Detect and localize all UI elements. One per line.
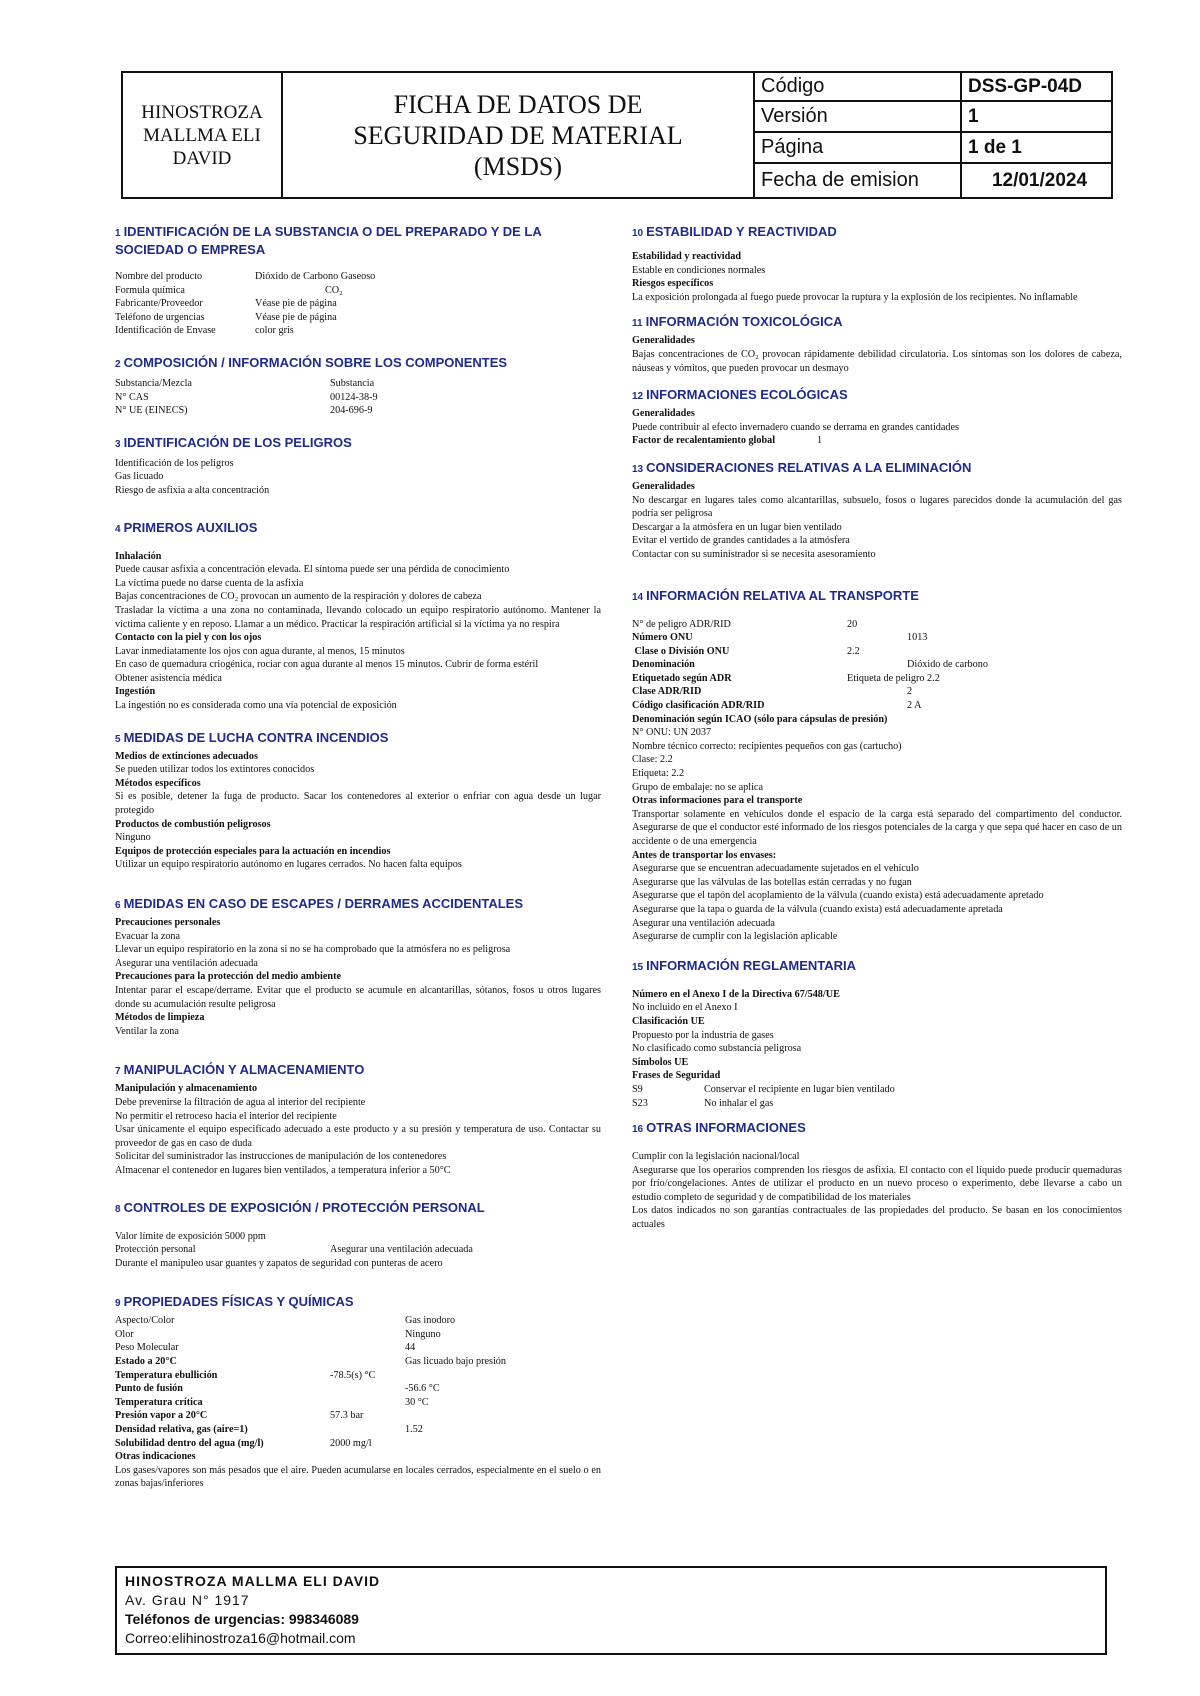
text-line: Los gases/vapores son más pesados que el aire. Pueden acumularse en locales cerrados, especialmente en el suelo o en zonas bajas/inferiores — [115, 1464, 601, 1490]
section-title: 9 PROPIEDADES FÍSICAS Y QUÍMICAS — [115, 1294, 354, 1310]
subheading: Equipos de protección especiales para la actuación en incendios — [115, 845, 391, 857]
document-header — [121, 71, 1113, 199]
section-14 — [632, 588, 1122, 944]
text-line: Almacenar el contenedor en lugares bien ventilados, a temperatura inferior a 50°C — [115, 1164, 451, 1176]
text-line: Gas licuado — [115, 471, 164, 483]
text-line: Ninguno — [115, 832, 151, 844]
field-row: Peso Molecular 44 — [115, 1342, 416, 1354]
text-line: Solicitar del suministrador las instrucciones de manipulación de los contenedores — [115, 1151, 447, 1163]
subheading: Inhalación — [115, 550, 162, 562]
text-line: La víctima puede no darse cuenta de la asfixia — [115, 577, 304, 589]
meta-value: 1 de 1 — [968, 136, 1022, 158]
field-row: Densidad relativa, gas (aire=1) 1.52 — [115, 1424, 423, 1436]
field-row: Factor de recalentamiento global 1 — [632, 435, 823, 447]
footer-company: HINOSTROZA MALLMA ELI DAVID — [125, 1573, 381, 1589]
text-line: Transportar solamente en vehículos donde el espacio de la carga está separado del compartimento del conductor. Asegurarse de que el conductor esté informado de los riesgos potenciales de la carga y que sepa qué hacer en caso de un accidente o de una emergencia — [632, 808, 1122, 847]
subheading: Contacto con la piel y con los ojos — [115, 632, 262, 644]
text-line: Asegurarse que se encuentran adecuadamente sujetados en el vehículo — [632, 863, 919, 875]
subheading: Métodos específicos — [115, 777, 201, 789]
text-line: Asegurarse de cumplir con la legislación aplicable — [632, 931, 838, 943]
text-line: Contactar con su suministrador si se necesita asesoramiento — [632, 548, 876, 560]
title-line: SEGURIDAD DE MATERIAL — [353, 120, 683, 150]
subheading: Estabilidad y reactividad — [632, 251, 742, 262]
meta-row-code — [755, 73, 1111, 102]
field-row: Teléfono de urgencias Véase pie de página — [115, 311, 337, 323]
section-8 — [115, 1200, 601, 1271]
text-line: Identificación de los peligros — [115, 457, 234, 469]
text-line: Evitar el vertido de grandes cantidades a la atmósfera — [632, 535, 850, 547]
field-row: S9 Conservar el recipiente en lugar bien ventilado — [632, 1083, 895, 1095]
subheading: Manipulación y almacenamiento — [115, 1083, 258, 1095]
text-line: Grupo de embalaje: no se aplica — [632, 781, 763, 793]
section-title: 15 INFORMACIÓN REGLAMENTARIA — [632, 957, 857, 973]
text-line: Utilizar un equipo respiratorio autónomo en lugares cerrados. No hacen falta equipos — [115, 859, 462, 871]
subheading: Riesgos específicos — [632, 278, 714, 290]
title-line: (MSDS) — [473, 151, 563, 181]
section-title: 8 CONTROLES DE EXPOSICIÓN / PROTECCIÓN PERSONAL — [115, 1199, 485, 1215]
field-row: Temperatura ebullición -78.5(s) °C — [115, 1369, 376, 1381]
section-title: 6 MEDIDAS EN CASO DE ESCAPES / DERRAMES ACCIDENTALES — [115, 896, 523, 911]
section-title: 5 MEDIDAS DE LUCHA CONTRA INCENDIOS — [115, 729, 389, 745]
field-row: Formula química CO₂ — [115, 284, 343, 296]
field-row: Fabricante/Proveedor Véase pie de página — [115, 298, 337, 310]
subheading: Generalidades — [632, 408, 695, 420]
meta-label: Página — [755, 133, 962, 162]
meta-row-version — [755, 102, 1111, 133]
section-12 — [632, 387, 1122, 448]
text-line: Asegurar una ventilación adecuada — [632, 917, 775, 929]
text-line: Asegurarse que las válvulas de las botellas están cerradas y no fugan — [632, 876, 912, 888]
subheading: Clasificación UE — [632, 1015, 705, 1027]
section-6 — [115, 896, 601, 1038]
text-line: Lavar inmediatamente los ojos con agua durante, al menos, 15 minutos — [115, 645, 405, 657]
title-line: FICHA DE DATOS DE — [393, 89, 643, 119]
subheading: Frases de Seguridad — [632, 1070, 721, 1082]
section-title: 4 PRIMEROS AUXILIOS — [115, 519, 258, 535]
field-row: Olor Ninguno — [115, 1328, 441, 1340]
meta-value: DSS-GP-04D — [968, 75, 1083, 97]
text-line: Asegurarse que la tapa o guarda de la válvula (cuando exista) está adecuadamente apretada — [632, 903, 1003, 915]
meta-value: 1 — [968, 105, 979, 127]
company-line: MALLMA ELI — [143, 124, 261, 146]
section-title: 12 INFORMACIONES ECOLÓGICAS — [632, 387, 848, 403]
text-line: La exposición prolongada al fuego puede provocar la ruptura y la explosión de los recipientes. No inflamable — [632, 291, 1078, 303]
section-2 — [115, 355, 601, 418]
subheading: Generalidades — [632, 335, 695, 347]
field-row: Nombre del producto Dióxido de Carbono Gaseoso — [115, 271, 376, 282]
section-title: 1 IDENTIFICACIÓN DE LA SUBSTANCIA O DEL PREPARADO Y DE LA SOCIEDAD O EMPRESA — [115, 224, 542, 257]
field-row: Substancia/Mezcla Substancia — [115, 377, 375, 389]
subheading: Métodos de limpieza — [115, 1012, 205, 1024]
text-line: Puede causar asfixia a concentración elevada. El síntoma puede ser una pérdida de conocimiento — [115, 564, 510, 576]
section-9 — [115, 1294, 601, 1491]
field-row: Clase o División ONU 2.2 — [632, 645, 860, 657]
subheading: Medios de extinciones adecuados — [115, 750, 258, 762]
text-line: No incluido en el Anexo I — [632, 1002, 738, 1014]
field-row: Protección personal Asegurar una ventilación adecuada — [115, 1244, 473, 1256]
subheading: Número en el Anexo I de la Directiva 67/548/UE — [632, 988, 840, 1000]
subheading: Generalidades — [632, 480, 695, 492]
meta-label: Código — [755, 73, 962, 100]
text-line: Cumplir con la legislación nacional/local — [632, 1151, 800, 1163]
text-line: Puede contribuir al efecto invernadero cuando se derrama en grandes cantidades — [632, 421, 959, 433]
section-11 — [632, 314, 1122, 375]
text-line: Bajas concentraciones de CO₂ provocan rápidamente debilidad circulatoria. Los síntomas son los dolores de cabeza, náuseas y vómitos, que pueden provocar un desmayo — [632, 348, 1122, 374]
section-10 — [632, 224, 1122, 304]
meta-row-date — [755, 164, 1111, 197]
text-line: Llevar un equipo respiratorio en la zona si no se ha comprobado que la atmósfera no es peligrosa — [115, 944, 511, 956]
section-13 — [632, 460, 1122, 562]
text-line: Asegurarse que el tapón del acoplamiento de la válvula (cuando exista) está adecuadamente apretado — [632, 890, 1044, 902]
section-title: 14 INFORMACIÓN RELATIVA AL TRANSPORTE — [632, 587, 919, 603]
company-line: DAVID — [172, 147, 232, 169]
subheading: Ingestión — [115, 686, 156, 698]
field-row: Solubilidad dentro del agua (mg/l) 2000 mg/l — [115, 1437, 372, 1449]
text-line: Asegurar una ventilación adecuada — [115, 957, 258, 969]
section-title: 13 CONSIDERACIONES RELATIVAS A LA ELIMINACIÓN — [632, 459, 972, 475]
text-line: Etiqueta: 2.2 — [632, 768, 685, 780]
text-line: Durante el manipuleo usar guantes y zapatos de seguridad con punteras de acero — [115, 1257, 443, 1269]
document-footer — [115, 1566, 1107, 1655]
section-title: 3 IDENTIFICACIÓN DE LOS PELIGROS — [115, 434, 352, 450]
field-row: Punto de fusión -56.6 °C — [115, 1383, 440, 1395]
text-line: Asegurarse que los operarios comprenden los riesgos de asfixia. El contacto con el líquido puede producir quemaduras por frío/congelaciones. Antes de utilizar el producto en un nuevo proceso o experimento, debe llevarse a cabo un estudio completo de seguridad y de compatibilidad de los materiales — [632, 1164, 1122, 1203]
subheading: Precauciones personales — [115, 917, 221, 928]
footer-email: Correo:elihinostroza16@hotmail.com — [125, 1630, 356, 1646]
field-row: Número ONU 1013 — [632, 632, 928, 644]
field-row: Clase ADR/RID 2 — [632, 686, 913, 698]
meta-label: Versión — [755, 102, 962, 131]
document-meta-table — [755, 73, 1111, 197]
text-line: Si es posible, detener la fuga de producto. Sacar los contenedores al exterior o enfriar con agua desde un lugar protegido — [115, 791, 601, 817]
company-line: HINOSTROZA — [141, 101, 263, 123]
meta-row-page — [755, 133, 1111, 164]
field-row: Temperatura crítica 30 °C — [115, 1396, 429, 1408]
section-title: 16 OTRAS INFORMACIONES — [632, 1120, 806, 1136]
section-4 — [115, 520, 601, 713]
field-row: Etiquetado según ADR Etiqueta de peligro 2.2 — [632, 672, 940, 684]
text-line: Riesgo de asfixia a alta concentración — [115, 484, 270, 496]
subheading: Productos de combustión peligrosos — [115, 818, 271, 830]
text-line: Nombre técnico correcto: recipientes pequeños con gas (cartucho) — [632, 740, 902, 752]
text-line: No clasificado como substancia peligrosa — [632, 1043, 802, 1055]
field-row: Denominación Dióxido de carbono — [632, 659, 988, 671]
section-5 — [115, 730, 601, 872]
text-line: Ventilar la zona — [115, 1025, 179, 1037]
section-7 — [115, 1062, 601, 1177]
field-row: Estado a 20°C Gas licuado bajo presión — [115, 1356, 506, 1368]
right-column — [632, 224, 1122, 1249]
text-line: Valor límite de exposición 5000 ppm — [115, 1230, 266, 1242]
field-row: Presión vapor a 20°C 57.3 bar — [115, 1410, 364, 1422]
field-row: N° de peligro ADR/RID 20 — [632, 618, 858, 630]
text-line: Debe prevenirse la filtración de agua al interior del recipiente — [115, 1096, 366, 1108]
section-title: 10 ESTABILIDAD Y REACTIVIDAD — [632, 224, 837, 239]
subheading: Otras informaciones para el transporte — [632, 795, 803, 807]
section-title: 2 COMPOSICIÓN / INFORMACIÓN SOBRE LOS COMPONENTES — [115, 354, 508, 370]
text-line: Intentar parar el escape/derrame. Evitar que el producto se acumule en alcantarillas, sótanos, fosos u otros lugares donde su acumulación resulte peligrosa — [115, 984, 601, 1010]
field-row: Identificación de Envase color gris — [115, 325, 294, 337]
company-name — [123, 73, 283, 197]
text-line: Evacuar la zona — [115, 930, 181, 942]
text-line: En caso de quemadura criogénica, rociar con agua durante al menos 15 minutos. Cubrir de forma estéril — [115, 659, 539, 671]
field-row: N° UE (EINECS) 204-696-9 — [115, 405, 373, 417]
subheading: Antes de transportar los envases: — [632, 849, 777, 861]
text-line: Clase: 2.2 — [632, 754, 673, 766]
field-row: S23 No inhalar el gas — [632, 1097, 774, 1109]
text-line: Obtener asistencia médica — [115, 672, 222, 684]
left-column — [115, 224, 601, 1508]
meta-label: Fecha de emision — [755, 164, 962, 197]
text-line: Usar únicamente el equipo especificado adecuado a este producto y a su presión y temperatura de uso. Contactar su proveedor de gas en caso de duda — [115, 1124, 601, 1149]
subheading: Símbolos UE — [632, 1056, 689, 1068]
section-title: 11 INFORMACIÓN TOXICOLÓGICA — [632, 314, 843, 330]
text-line: No descargar en lugares tales como alcantarillas, subsuelo, fosos o lugares parecidos donde la acumulación del gas podría ser peligrosa — [632, 494, 1122, 520]
text-line: Estable en condiciones normales — [632, 264, 766, 276]
text-line: Trasladar la víctima a una zona no contaminada, llevando colocado un equipo respiratorio autónomo. Mantener la víctima caliente y en reposo. Llamar a un médico. Practicar la respiración artificial si la víctima ya no respira — [115, 604, 601, 630]
text-line: Bajas concentraciones de CO₂ provocan un aumento de la respiración y dolores de cabeza — [115, 591, 482, 603]
text-line: La ingestión no es considerada como una vía potencial de exposición — [115, 700, 397, 712]
footer-phone: Teléfonos de urgencias: 998346089 — [125, 1611, 359, 1627]
subheading: Otras indicaciones — [115, 1451, 196, 1463]
text-line: Los datos indicados no son garantías contractuales de las propiedades del producto. Se basan en los conocimientos actuales — [632, 1205, 1122, 1231]
meta-value: 12/01/2024 — [991, 169, 1088, 191]
subheading: Denominación según ICAO (sólo para cápsulas de presión) — [632, 713, 888, 725]
field-row: N° CAS 00124-38-9 — [115, 391, 378, 403]
footer-address: Av. Grau N° 1917 — [125, 1592, 250, 1608]
text-line: Propuesto por la industria de gases — [632, 1029, 774, 1041]
document-title — [283, 73, 755, 197]
section-1 — [115, 224, 601, 338]
text-line: Se pueden utilizar todos los extintores conocidos — [115, 764, 315, 776]
text-line: Descargar a la atmósfera en un lugar bien ventilado — [632, 521, 842, 533]
section-3 — [115, 435, 601, 498]
section-title: 7 MANIPULACIÓN Y ALMACENAMIENTO — [115, 1062, 365, 1078]
field-row: Aspecto/Color Gas inodoro — [115, 1315, 456, 1327]
text-line: No permitir el retroceso hacia el interior del recipiente — [115, 1110, 337, 1122]
subheading: Precauciones para la protección del medio ambiente — [115, 971, 341, 983]
section-16 — [632, 1120, 1122, 1232]
text-line: N° ONU: UN 2037 — [632, 727, 712, 739]
section-15 — [632, 958, 1122, 1110]
field-row: Código clasificación ADR/RID 2 A — [632, 700, 922, 712]
